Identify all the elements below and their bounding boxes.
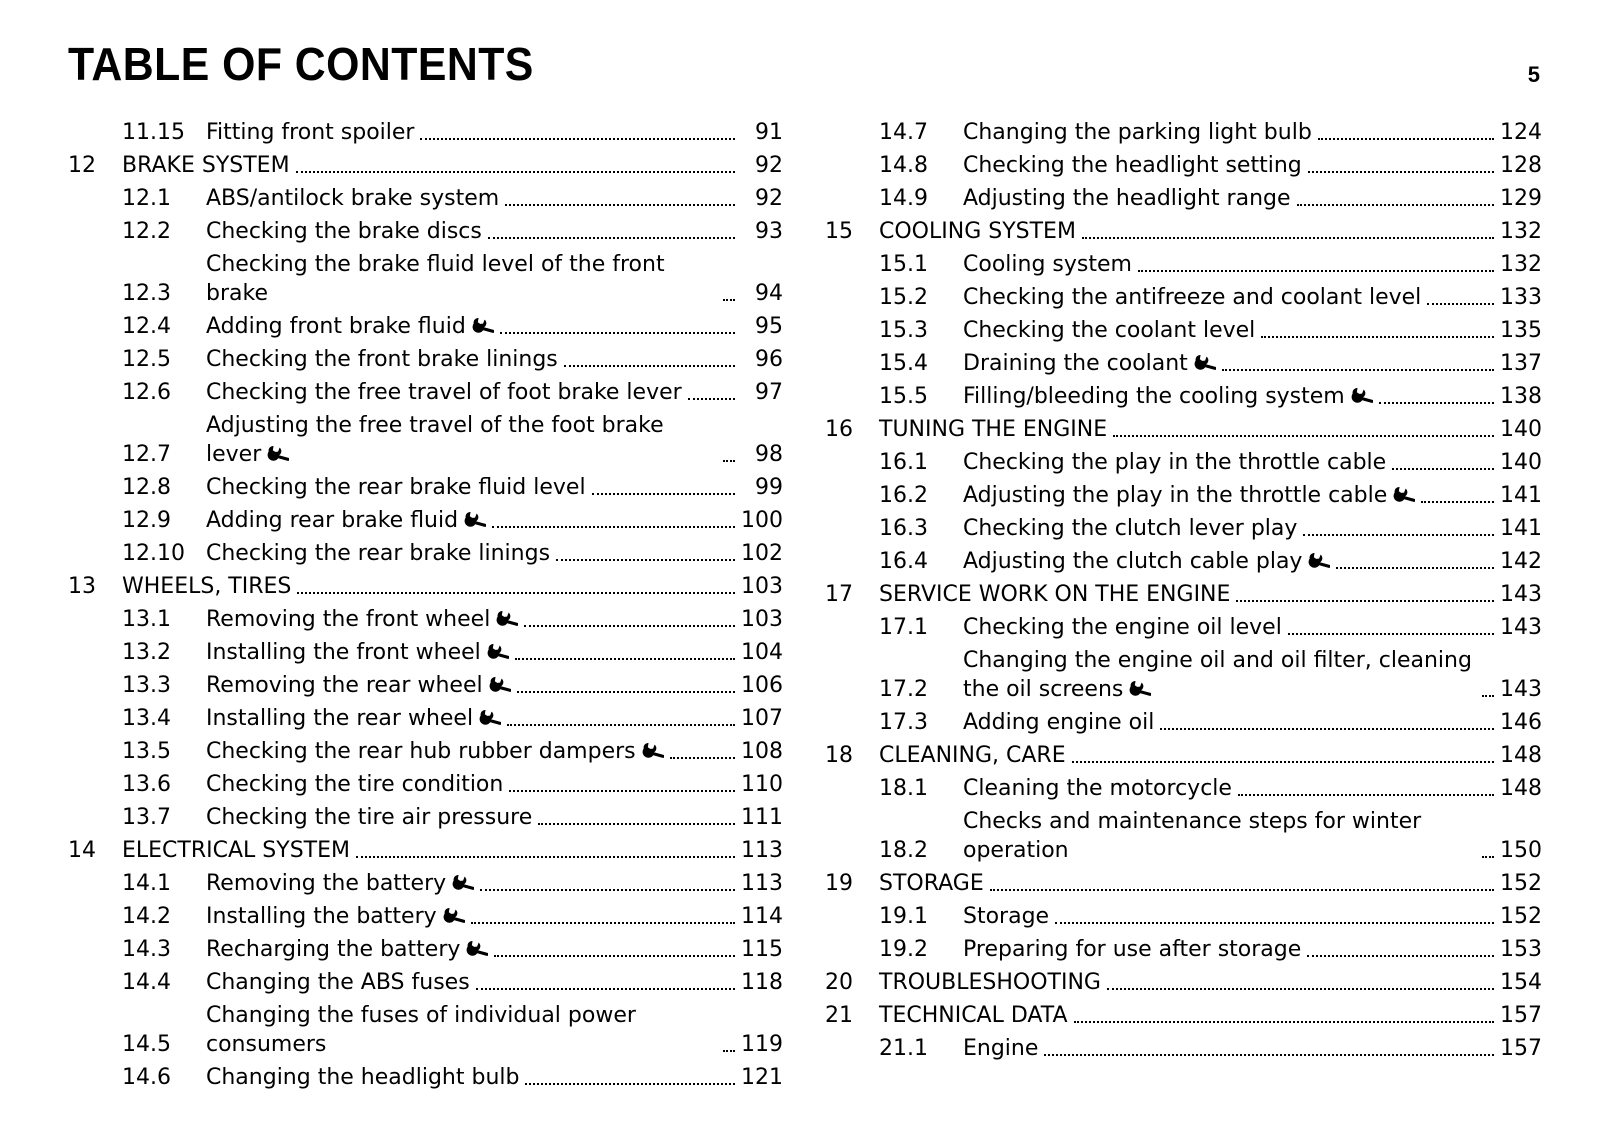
toc-entry-16-1[interactable] (825, 448, 1542, 481)
entry-number: 13.5 (122, 739, 171, 764)
toc-entry-18-1[interactable] (825, 774, 1542, 807)
dot-leader (1297, 203, 1494, 206)
dot-leader (297, 591, 735, 594)
entry-page-number: 95 (755, 314, 783, 339)
dot-leader (1044, 1053, 1494, 1056)
entry-number: 12.9 (122, 508, 171, 533)
dot-leader (1288, 632, 1494, 635)
entry-number: 18.2 (879, 838, 928, 863)
dot-leader (1303, 533, 1494, 536)
entry-number: 11.15 (122, 120, 185, 145)
toc-entry-16-4[interactable] (825, 547, 1542, 580)
wrench-icon (1393, 483, 1415, 505)
toc-entry-18-2[interactable] (825, 807, 1542, 869)
toc-entry-15[interactable] (825, 217, 1542, 250)
toc-entry-12-5[interactable] (68, 345, 783, 378)
dot-leader (507, 723, 735, 726)
toc-entry-13-3[interactable] (68, 671, 783, 704)
entry-number: 17.1 (879, 615, 928, 640)
entry-page-number: 128 (1500, 153, 1542, 178)
dot-leader (1222, 368, 1494, 371)
entry-number: 15 (825, 219, 853, 244)
dot-leader (1107, 987, 1494, 990)
entry-title: Checking the tire condition (206, 772, 504, 797)
entry-title: TROUBLESHOOTING (879, 970, 1101, 995)
entry-title: TUNING THE ENGINE (879, 417, 1108, 442)
entry-title: Adding front brake fluid (206, 312, 494, 341)
dot-leader (356, 855, 735, 858)
wrench-icon (466, 937, 488, 959)
entry-number: 13.6 (122, 772, 171, 797)
toc-entry-14-3[interactable] (68, 935, 783, 968)
entry-title: COOLING SYSTEM (879, 219, 1076, 244)
entry-title: Adjusting the headlight range (963, 186, 1291, 211)
entry-number: 16.1 (879, 450, 928, 475)
entry-title: Checking the free travel of foot brake lever (206, 380, 682, 405)
dot-leader (1336, 566, 1494, 569)
dot-leader (723, 298, 735, 301)
entry-page-number: 150 (1500, 838, 1542, 863)
wrench-icon (452, 871, 474, 893)
dot-leader (688, 397, 735, 400)
toc-entry-13-6[interactable] (68, 770, 783, 803)
entry-page-number: 124 (1500, 120, 1542, 145)
dot-leader (1238, 793, 1494, 796)
entry-number: 17 (825, 582, 853, 607)
entry-number: 14.3 (122, 937, 171, 962)
dot-leader (500, 331, 735, 334)
entry-number: 17.3 (879, 710, 928, 735)
entry-title: Adding engine oil (963, 710, 1155, 735)
dot-leader (670, 756, 735, 759)
dot-leader (1379, 401, 1494, 404)
entry-page-number: 133 (1500, 285, 1542, 310)
entry-page-number: 148 (1500, 743, 1542, 768)
entry-page-number: 141 (1500, 516, 1542, 541)
dot-leader (1392, 467, 1494, 470)
entry-title: Checking the headlight setting (963, 153, 1302, 178)
dot-leader (1236, 599, 1494, 602)
entry-number: 13.4 (122, 706, 171, 731)
entry-title: TECHNICAL DATA (879, 1003, 1068, 1028)
entry-page-number: 140 (1500, 417, 1542, 442)
entry-number: 13.7 (122, 805, 171, 830)
entry-page-number: 92 (755, 153, 783, 178)
toc-entry-19[interactable] (825, 869, 1542, 902)
entry-title: Adjusting the clutch cable play (963, 547, 1330, 576)
toc-entry-16-2[interactable] (825, 481, 1542, 514)
entry-title: Checking the engine oil level (963, 615, 1282, 640)
entry-page-number: 91 (755, 120, 783, 145)
dot-leader (564, 364, 735, 367)
toc-entry-13[interactable] (68, 572, 783, 605)
entry-page-number: 132 (1500, 252, 1542, 277)
entry-page-number: 107 (741, 706, 783, 731)
dot-leader (476, 987, 735, 990)
dot-leader (1072, 760, 1494, 763)
entry-title: Installing the rear wheel (206, 704, 501, 733)
entry-title: Changing the parking light bulb (963, 120, 1312, 145)
entry-page-number: 108 (741, 739, 783, 764)
dot-leader (1308, 170, 1494, 173)
entry-title: Cleaning the motorcycle (963, 776, 1232, 801)
entry-number: 12.2 (122, 219, 171, 244)
toc-entry-17-1[interactable] (825, 613, 1542, 646)
dot-leader (723, 459, 735, 462)
entry-title: Fitting front spoiler (206, 120, 415, 145)
toc-entry-13-4[interactable] (68, 704, 783, 737)
toc-entry-16[interactable] (825, 415, 1542, 448)
entry-number: 12 (68, 153, 96, 178)
dot-leader (525, 1082, 735, 1085)
dot-leader (492, 525, 735, 528)
entry-page-number: 132 (1500, 219, 1542, 244)
wrench-icon (1194, 351, 1216, 373)
entry-title: Adjusting the play in the throttle cable (963, 481, 1415, 510)
entry-page-number: 143 (1500, 582, 1542, 607)
entry-title: BRAKE SYSTEM (122, 153, 290, 178)
dot-leader (296, 170, 735, 173)
toc-entry-13-5[interactable] (68, 737, 783, 770)
page-title: TABLE OF CONTENTS (68, 38, 534, 90)
entry-number: 16 (825, 417, 853, 442)
toc-entry-14-9[interactable] (825, 184, 1542, 217)
entry-title: Changing the ABS fuses (206, 970, 470, 995)
entry-page-number: 129 (1500, 186, 1542, 211)
entry-page-number: 97 (755, 380, 783, 405)
toc-entry-12-4[interactable] (68, 312, 783, 345)
entry-number: 12.8 (122, 475, 171, 500)
entry-page-number: 140 (1500, 450, 1542, 475)
entry-number: 19.1 (879, 904, 928, 929)
dot-leader (1082, 236, 1494, 239)
toc-entry-17-2[interactable] (825, 646, 1542, 708)
toc-entry-21-1[interactable] (825, 1034, 1542, 1067)
toc-entry-14-6[interactable] (68, 1063, 783, 1096)
entry-page-number: 141 (1500, 483, 1542, 508)
toc-entry-12-1[interactable] (68, 184, 783, 217)
wrench-icon (1129, 677, 1151, 699)
entry-page-number: 143 (1500, 677, 1542, 702)
dot-leader (488, 236, 735, 239)
entry-page-number: 96 (755, 347, 783, 372)
entry-number: 12.7 (122, 442, 171, 467)
wrench-icon (472, 314, 494, 336)
entry-number: 14.6 (122, 1065, 171, 1090)
entry-title: Removing the front wheel (206, 605, 518, 634)
toc-entry-16-3[interactable] (825, 514, 1542, 547)
entry-title: Installing the battery (206, 902, 465, 931)
toc-entry-14-1[interactable] (68, 869, 783, 902)
wrench-icon (443, 904, 465, 926)
entry-title: Installing the front wheel (206, 638, 509, 667)
entry-title: Checking the brake fluid level of the front brake (206, 252, 665, 306)
entry-number: 18.1 (879, 776, 928, 801)
entry-page-number: 114 (741, 904, 783, 929)
entry-number: 17.2 (879, 677, 928, 702)
entry-title: Storage (963, 904, 1050, 929)
wrench-icon (642, 739, 664, 761)
entry-title: Adding rear brake fluid (206, 506, 486, 535)
entry-title: Checking the front brake linings (206, 347, 558, 372)
entry-title: Checking the antifreeze and coolant level (963, 285, 1422, 310)
wrench-icon (1308, 549, 1330, 571)
entry-title: Checking the rear hub rubber dampers (206, 737, 664, 766)
entry-number: 19 (825, 871, 853, 896)
toc-entry-15-5[interactable] (825, 382, 1542, 415)
toc-entry-11-15[interactable] (68, 118, 783, 151)
dot-leader (1482, 855, 1494, 858)
toc-entry-14-4[interactable] (68, 968, 783, 1001)
toc-entry-15-4[interactable] (825, 349, 1542, 382)
wrench-icon (267, 442, 289, 464)
dot-leader (1055, 921, 1494, 924)
entry-number: 12.1 (122, 186, 171, 211)
toc-entry-15-1[interactable] (825, 250, 1542, 283)
entry-page-number: 94 (755, 281, 783, 306)
entry-page-number: 113 (741, 871, 783, 896)
wrench-icon (496, 607, 518, 629)
entry-title: Engine (963, 1036, 1039, 1061)
entry-number: 13.2 (122, 640, 171, 665)
entry-page-number: 157 (1500, 1036, 1542, 1061)
dot-leader (1482, 694, 1494, 697)
toc-entry-12-8[interactable] (68, 473, 783, 506)
entry-page-number: 93 (755, 219, 783, 244)
entry-number: 12.5 (122, 347, 171, 372)
entry-page-number: 103 (741, 607, 783, 632)
entry-number: 13.1 (122, 607, 171, 632)
toc-entry-14-5[interactable] (68, 1001, 783, 1063)
entry-title: Removing the battery (206, 869, 474, 898)
entry-page-number: 111 (741, 805, 783, 830)
toc-entry-14[interactable] (68, 836, 783, 869)
entry-number: 21 (825, 1003, 853, 1028)
toc-entry-12-7[interactable] (68, 411, 783, 473)
entry-title: Checks and maintenance steps for winter operation (963, 809, 1422, 863)
entry-page-number: 102 (741, 541, 783, 566)
entry-page-number: 121 (741, 1065, 783, 1090)
entry-page-number: 138 (1500, 384, 1542, 409)
entry-number: 12.10 (122, 541, 185, 566)
entry-title: CLEANING, CARE (879, 743, 1066, 768)
toc-entry-21[interactable] (825, 1001, 1542, 1034)
entry-number: 16.2 (879, 483, 928, 508)
wrench-icon (479, 706, 501, 728)
entry-number: 12.4 (122, 314, 171, 339)
toc-entry-15-2[interactable] (825, 283, 1542, 316)
entry-title: Recharging the battery (206, 935, 488, 964)
dot-leader (1318, 137, 1494, 140)
dot-leader (515, 657, 735, 660)
entry-page-number: 103 (741, 574, 783, 599)
entry-number: 16.3 (879, 516, 928, 541)
toc-entry-14-2[interactable] (68, 902, 783, 935)
dot-leader (524, 624, 735, 627)
dot-leader (509, 789, 735, 792)
page-number: 5 (1527, 62, 1540, 87)
entry-title: Changing the engine oil and oil filter, cleaning the oil screens (963, 648, 1472, 702)
entry-page-number: 104 (741, 640, 783, 665)
entry-number: 14.4 (122, 970, 171, 995)
toc-entry-12-2[interactable] (68, 217, 783, 250)
wrench-icon (487, 640, 509, 662)
toc-entry-17[interactable] (825, 580, 1542, 613)
entry-title: Checking the rear brake fluid level (206, 475, 586, 500)
entry-page-number: 100 (741, 508, 783, 533)
dot-leader (517, 690, 735, 693)
entry-title: Filling/bleeding the cooling system (963, 382, 1373, 411)
entry-number: 15.5 (879, 384, 928, 409)
entry-number: 14.2 (122, 904, 171, 929)
dot-leader (420, 137, 735, 140)
toc-entry-19-2[interactable] (825, 935, 1542, 968)
entry-title: ELECTRICAL SYSTEM (122, 838, 350, 863)
entry-page-number: 113 (741, 838, 783, 863)
dot-leader (1160, 727, 1494, 730)
entry-number: 14.9 (879, 186, 928, 211)
dot-leader (1421, 500, 1494, 503)
entry-title: Changing the headlight bulb (206, 1065, 520, 1090)
toc-entry-20[interactable] (825, 968, 1542, 1001)
entry-number: 14.1 (122, 871, 171, 896)
toc-entry-12-10[interactable] (68, 539, 783, 572)
toc-right-column (825, 118, 1542, 1067)
entry-title: Changing the fuses of individual power consumers (206, 1003, 636, 1057)
dot-leader (592, 492, 735, 495)
dot-leader (556, 558, 735, 561)
entry-number: 15.3 (879, 318, 928, 343)
entry-title: Checking the rear brake linings (206, 541, 551, 566)
dot-leader (494, 954, 735, 957)
entry-number: 18 (825, 743, 853, 768)
dot-leader (1427, 302, 1494, 305)
entry-page-number: 154 (1500, 970, 1542, 995)
entry-page-number: 135 (1500, 318, 1542, 343)
entry-page-number: 115 (741, 937, 783, 962)
entry-title: Preparing for use after storage (963, 937, 1302, 962)
dot-leader (1261, 335, 1494, 338)
toc-entry-12-3[interactable] (68, 250, 783, 312)
entry-number: 21.1 (879, 1036, 928, 1061)
entry-page-number: 110 (741, 772, 783, 797)
entry-number: 12.6 (122, 380, 171, 405)
entry-page-number: 152 (1500, 871, 1542, 896)
toc-entry-19-1[interactable] (825, 902, 1542, 935)
dot-leader (538, 822, 735, 825)
toc-entry-17-3[interactable] (825, 708, 1542, 741)
entry-title: Draining the coolant (963, 349, 1216, 378)
entry-number: 13.3 (122, 673, 171, 698)
entry-page-number: 157 (1500, 1003, 1542, 1028)
entry-title: Checking the coolant level (963, 318, 1256, 343)
entry-number: 15.4 (879, 351, 928, 376)
entry-title: Checking the clutch lever play (963, 516, 1298, 541)
dot-leader (990, 888, 1494, 891)
entry-page-number: 142 (1500, 549, 1542, 574)
wrench-icon (1351, 384, 1373, 406)
entry-number: 14 (68, 838, 96, 863)
dot-leader (1138, 269, 1494, 272)
entry-page-number: 119 (741, 1032, 783, 1057)
entry-title: Checking the brake discs (206, 219, 482, 244)
entry-number: 14.7 (879, 120, 928, 145)
entry-number: 14.5 (122, 1032, 171, 1057)
entry-page-number: 98 (755, 442, 783, 467)
entry-page-number: 118 (741, 970, 783, 995)
entry-number: 12.3 (122, 281, 171, 306)
toc-left-column (68, 118, 783, 1096)
wrench-icon (464, 508, 486, 530)
entry-title: Removing the rear wheel (206, 671, 511, 700)
entry-page-number: 137 (1500, 351, 1542, 376)
toc-entry-15-3[interactable] (825, 316, 1542, 349)
entry-page-number: 106 (741, 673, 783, 698)
entry-page-number: 99 (755, 475, 783, 500)
toc-entry-12-9[interactable] (68, 506, 783, 539)
entry-title: WHEELS, TIRES (122, 574, 292, 599)
entry-page-number: 153 (1500, 937, 1542, 962)
dot-leader (505, 203, 735, 206)
entry-page-number: 152 (1500, 904, 1542, 929)
entry-title: Cooling system (963, 252, 1132, 277)
entry-number: 13 (68, 574, 96, 599)
toc-entry-12[interactable] (68, 151, 783, 184)
dot-leader (471, 921, 735, 924)
entry-title: ABS/antilock brake system (206, 186, 500, 211)
toc-entry-14-8[interactable] (825, 151, 1542, 184)
entry-page-number: 143 (1500, 615, 1542, 640)
entry-title: STORAGE (879, 871, 984, 896)
entry-number: 16.4 (879, 549, 928, 574)
entry-title: Adjusting the free travel of the foot brake lever (206, 413, 664, 467)
entry-title: SERVICE WORK ON THE ENGINE (879, 582, 1231, 607)
toc-entry-13-1[interactable] (68, 605, 783, 638)
entry-number: 19.2 (879, 937, 928, 962)
toc-entry-18[interactable] (825, 741, 1542, 774)
toc-entry-12-6[interactable] (68, 378, 783, 411)
dot-leader (1307, 954, 1494, 957)
entry-page-number: 148 (1500, 776, 1542, 801)
entry-title: Checking the play in the throttle cable (963, 450, 1387, 475)
toc-entry-13-2[interactable] (68, 638, 783, 671)
entry-number: 15.1 (879, 252, 928, 277)
entry-number: 20 (825, 970, 853, 995)
entry-page-number: 92 (755, 186, 783, 211)
wrench-icon (489, 673, 511, 695)
toc-entry-13-7[interactable] (68, 803, 783, 836)
toc-entry-14-7[interactable] (825, 118, 1542, 151)
dot-leader (480, 888, 735, 891)
entry-number: 15.2 (879, 285, 928, 310)
entry-page-number: 146 (1500, 710, 1542, 735)
entry-title: Checking the tire air pressure (206, 805, 533, 830)
dot-leader (1074, 1020, 1494, 1023)
dot-leader (723, 1049, 735, 1052)
entry-number: 14.8 (879, 153, 928, 178)
dot-leader (1113, 434, 1494, 437)
